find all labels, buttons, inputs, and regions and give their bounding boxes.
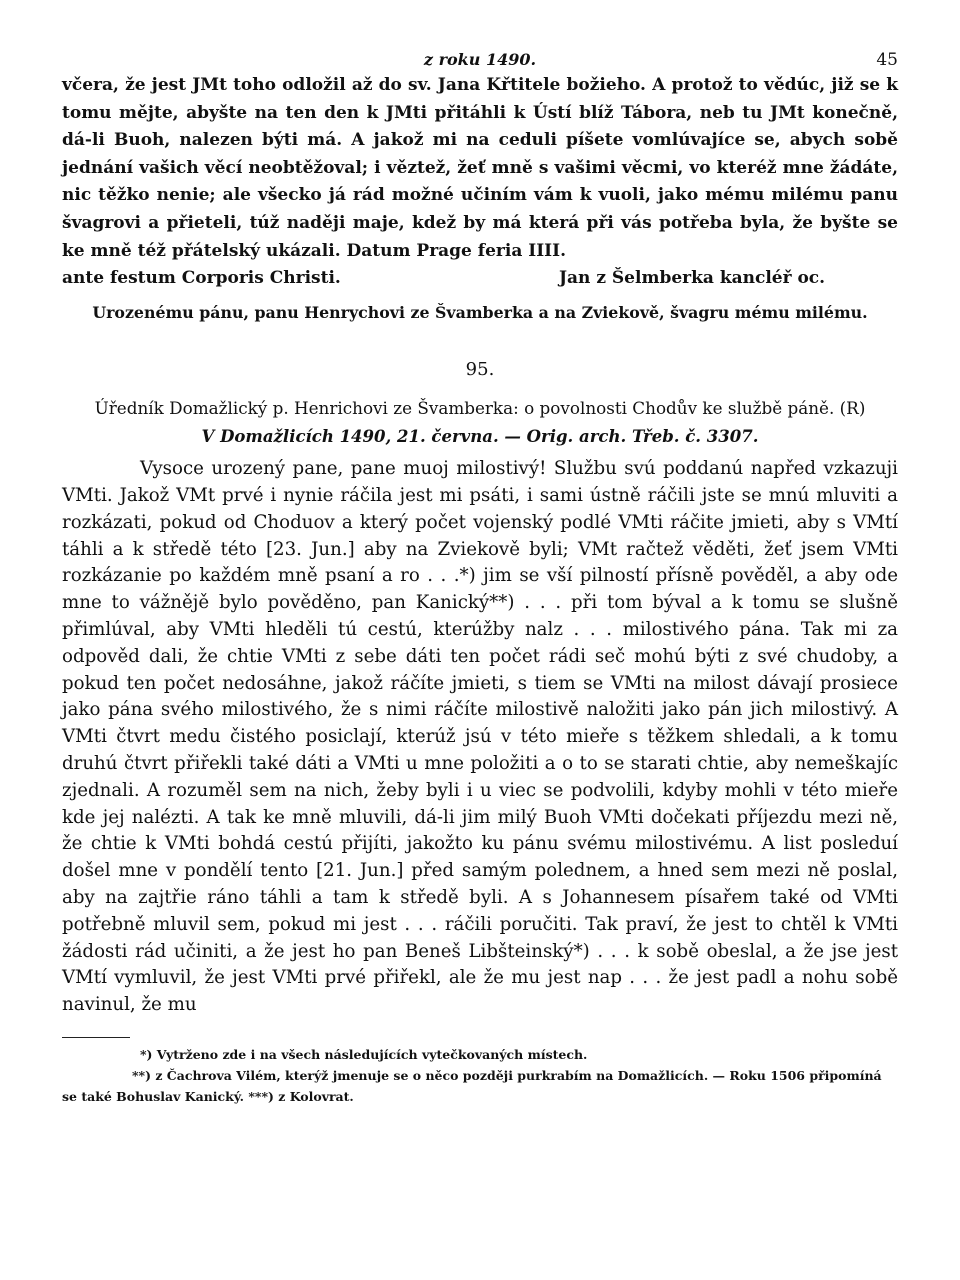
running-head [62, 40, 898, 72]
dating-clause: ante festum Corporis Christi. [62, 268, 341, 289]
page-number: 45 [876, 50, 898, 70]
signature: Jan z Šelmberka kancléř oc. [559, 268, 826, 289]
document-number: 95. [465, 359, 495, 381]
document-summary: Úředník Domažlický p. Henrichovi ze Švamberka: o povolnosti Chodův ke službě páně. (R) [94, 398, 866, 419]
footnote-divider [62, 1037, 130, 1038]
running-head-title: z roku 1490. [423, 50, 537, 69]
document-source: V Domažlicích 1490, 21. června. — Orig. arch. Třeb. č. 3307. [201, 427, 759, 447]
previous-letter-text: včera, že jest JMt toho odložil až do sv. Jana Křtitele božieho. A protož to vědúc, již se k tomu mějte, abyšte na ten den k JMti přitáhli k Ústí blíž Tábora, neb tu JMt konečně, dá-li Buoh, nalezen býti má. A jakož mi na ceduli píšete vomlúvajíce se, abych sobě jednání vašich věcí neobtěžoval; i věztež, žeť mně s vašimi věcmi, vo kteréž mne žádáte, nic těžko nenie; ale všecko já rád možné učiním vám k vuoli, jako mému milému panu švagrovi a přieteli, túž naději maje, kdež by má která při vás potřeba byla, že byšte se ke mně též přátelský ukázali. Datum Prage feria IIII. [62, 75, 898, 261]
footnote: *) Vytrženo zde i na všech následujících vytečkovaných místech. [140, 1047, 588, 1063]
letter-address: Urozenému pánu, panu Henrychovi ze Švamberka a na Zviekově, švagru mému milému. [92, 303, 868, 323]
letter-closing [62, 265, 898, 293]
footnote: **) z Čachrova Vilém, kterýž jmenuje se o něco později purkrabím na Domažlicích. — Roku 1506 připomíná se také Bohuslav Kanický. ***) z Kolovrat. [62, 1068, 882, 1105]
book-page [62, 40, 898, 1107]
letter-text: Vysoce urozený pane, pane muoj milostivý! Službu svú poddanú napřed vzkazuji VMti. Jakož VMt prvé i nynie ráčila jest mi psáti, i sami ústně ráčili jste se mnú mluviti a rozkázati, pokud od Choduov a který počet vojenský podlé VMti ráčite jmieti, aby s VMtí táhli a k středě této [23. Jun.] aby na Zviekově byli; VMt račtež věděti, žeť jsem VMti rozkázanie po každém mně psaní a ro . . .*) jim se vší pilností přísně pověděl, a aby ode mne to vážnějě bylo pověděno, pan Kanický**) . . . při tom býval a k tomu se slušně přimlúval, aby VMti hleděli tú cestú, kterúžby nalz . . . milostivého pána. Tak mi za odpověd dali, že chtie VMti z sebe dáti ten počet rádi seč mohú býti z své chudoby, a pokud ten počet nedosáhne, jakož ráčíte jmieti, s tiem se VMti na milost dávají prosiece jako pána svého milostivého, že s nimi ráčíte milostivě naložiti jako pán jich milostivý. A VMti čtvrt medu čistého posiclají, kterúž jsú v této mieře s těžkem shledali, a k tomu druhú čtvrt přiřekli také dáti a VMti u mne položiti a o to se starati chtie, aby nemeškajíc zjednali. A rozuměl sem na nich, žeby byli i u viec se podvolili, kdyby mohli v této mieře kde jej nalézti. A tak ke mně mluvili, dá-li jim milý Buoh VMti dočekati příjezdu mezi ně, že chtie k VMti bohdá cestú přijíti, jakožto ku pánu svému milostivému. A list posleduí došel mne v pondělí tento [21. Jun.] před samým polednem, a hned sem mezi ně poslal, aby na zajtřie ráno táhli a tam k středě byli. A s Johannesem písařem také od VMti potřebně mluvil sem, pokud mi jest . . . ráčili poručiti. Tak praví, že jest to chtěl k VMti žádosti rád učiniti, a že jest ho pan Beneš Libšteinský*) . . . k sobě obeslal, a že jse jest VMtí vymluvil, že jest VMti prvé přiřekl, ale že mu jest nap . . . že jest padl a nohu sobě navinul, že mu [62, 458, 898, 1016]
